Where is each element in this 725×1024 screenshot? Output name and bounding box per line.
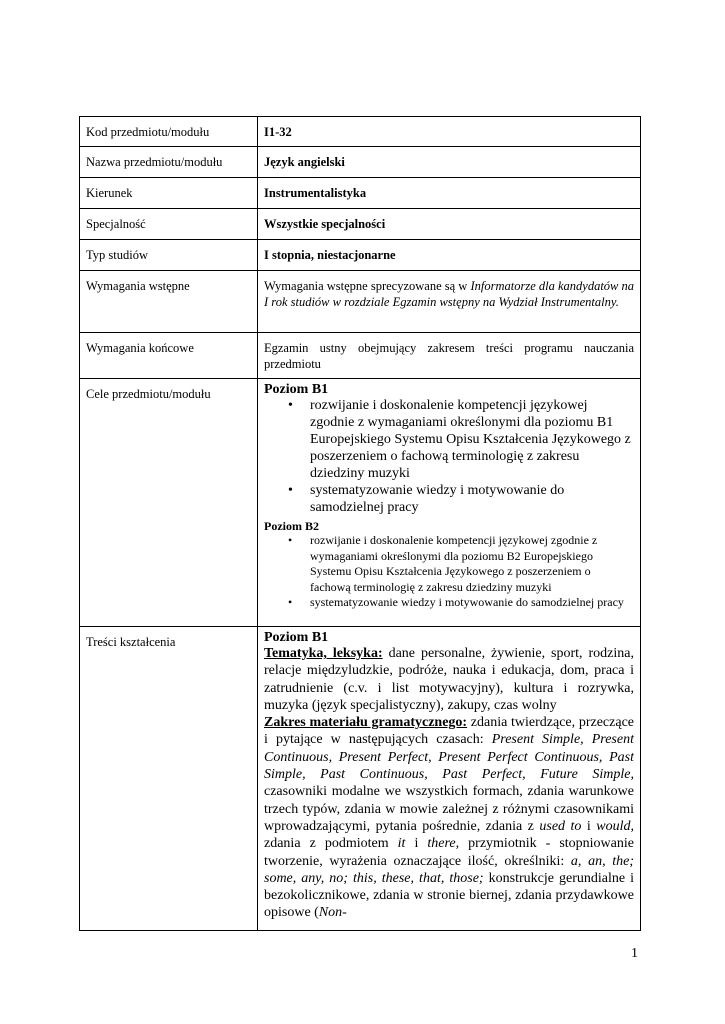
label-tresci: Treści kształcenia [80,627,258,931]
label-specjalnosc: Specjalność [80,209,258,240]
value-nazwa: Język angielski [258,147,641,178]
list-item: • systematyzowanie wiedzy i motywowanie do samodzielnej pracy [310,482,634,516]
label-kod: Kod przedmiotu/modułu [80,117,258,147]
label-nazwa: Nazwa przedmiotu/modułu [80,147,258,178]
label-typ: Typ studiów [80,240,258,271]
label-kierunek: Kierunek [80,178,258,209]
list-item: • systematyzowanie wiedzy i motywowanie do samodzielnej pracy [310,595,634,611]
label-cele: Cele przedmiotu/modułu [80,379,258,627]
list-cele-b2 [264,533,634,611]
table-row [80,209,641,240]
list-item: • rozwijanie i doskonalenie kompetencji językowej zgodnie z wymaganiami określonymi dla poziomu B2 Europejskiego Systemu Opisu Kształcenia Językowego z poszerzeniem o fachową terminologię z zakresu dziedziny muzyki [310,533,634,595]
table-row [80,240,641,271]
value-wymagania-koncowe: Egzamin ustny obejmujący zakresem treści programu nauczania przedmiotu [258,333,641,379]
syllabus-table [79,116,641,931]
value-typ: I stopnia, niestacjonarne [258,240,641,271]
table-row [80,271,641,333]
table-row [80,117,641,147]
heading-poziom-b2: Poziom B2 [264,519,319,533]
value-tresci [258,627,641,931]
tematyka-paragraph: Tematyka, leksyka: dane personalne, żywienie, sport, rodzina, relacje międzyludzkie, podróże, nauka i edukacja, dom, praca i zatrudnienie (c.v. i list motywacyjny), kultura i rozrywka, muzyka (język specjalistyczny), zakupy, czas wolny [264,646,634,713]
table-row [80,379,641,627]
value-cele [258,379,641,627]
table-row [80,333,641,379]
label-wymagania-wstepne: Wymagania wstępne [80,271,258,333]
list-cele-b1 [264,397,634,516]
value-wymagania-wstepne: Wymagania wstępne sprecyzowane są w Informatorze dla kandydatów na I rok studiów w rozdziale Egzamin wstępny na Wydział Instrumentalny. [258,271,641,333]
zakres-paragraph: Zakres materiału gramatycznego: zdania twierdzące, przeczące i pytające w następujących czasach: Present Simple, Present Continuous, Present Perfect, Present Perfect Continuous, Past Simple, Past Continuous, Past Perfect, Future Simple, czasowniki modalne we wszystkich formach, zdania warunkowe trzech typów, zdania w mowie zależnej z różnymi czasownikami wprowadzającymi, pytania pośrednie, zdania z used to i would, zdania z podmiotem it i there, przymiotnik - stopniowanie tworzenie, wyrażenia oznaczające ilość, określniki: a, an, the; some, any, no; this, these, that, those; konstrukcje gerundialne i bezokolicznikowe, zdania w stronie biernej, zdania przydawkowe opisowe (Non- [264,715,634,921]
value-kierunek: Instrumentalistyka [258,178,641,209]
list-item: • rozwijanie i doskonalenie kompetencji językowej zgodnie z wymaganiami określonymi dla poziomu B1 Europejskiego Systemu Opisu Kształcenia Językowego z poszerzeniem o fachową terminologię z zakresu dziedziny muzyki [310,397,634,482]
page-number: 1 [631,946,638,961]
table-row [80,627,641,931]
heading-poziom-b1: Poziom B1 [264,382,329,397]
heading-tresci-b1: Poziom B1 [264,630,329,645]
table-row [80,178,641,209]
label-wymagania-koncowe: Wymagania końcowe [80,333,258,379]
value-kod: I1-32 [258,117,641,147]
table-row [80,147,641,178]
value-specjalnosc: Wszystkie specjalności [258,209,641,240]
